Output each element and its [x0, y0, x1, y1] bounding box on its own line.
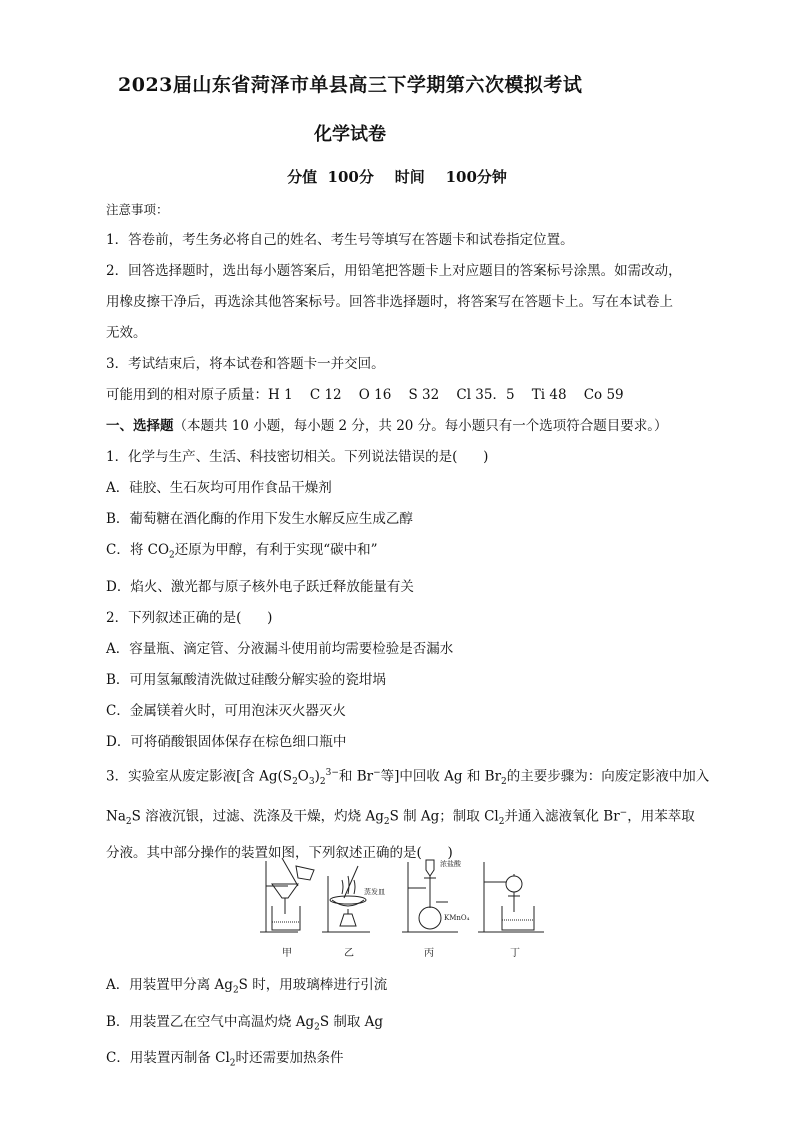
text-run: )	[314, 768, 320, 785]
option-c	[106, 535, 706, 572]
label-yi: 乙	[344, 948, 354, 959]
apparatus-jia	[260, 858, 314, 932]
note-item: 用橡皮擦干净后，再选涂其他答案标号。回答非选择题时，将答案写在答题卡上。写在本试卷上	[106, 294, 673, 310]
atomic-mass: 可能用到的相对原子质量：H 1 C 12 O 16 S 32 Cl 35．5 Ti 48 Co 59	[106, 387, 624, 403]
apparatus-yi	[322, 866, 385, 932]
option-b: B．葡萄糖在酒化酶的作用下发生水解反应生成乙醇	[106, 511, 413, 527]
subscript: 2	[498, 817, 505, 828]
text-run: ，用苯萃取	[627, 808, 695, 825]
option-a	[106, 970, 706, 1007]
question-stem	[106, 758, 710, 798]
superscript: 3−	[325, 767, 339, 778]
label-bing: 丙	[424, 948, 434, 959]
exam-meta: 分值 100分 时间 100分钟	[287, 168, 507, 186]
apparatus-bing	[402, 859, 470, 932]
question-stem: 分液。其中部分操作的装置如图，下列叙述正确的是( )	[106, 845, 453, 862]
option-d: D．可将硝酸银固体保存在棕色细口瓶中	[106, 733, 347, 750]
text-run: 和 Br	[338, 768, 374, 785]
text-run: C．用装置丙制备 Cl	[106, 1050, 230, 1067]
text-run: C．将 CO	[106, 542, 170, 558]
text-run: S 时，用玻璃棒进行引流	[238, 977, 388, 993]
option-d: D．焰火、激光都与原子核外电子跃迁释放能量有关	[106, 578, 414, 595]
text-run: S 制取 Ag	[319, 1013, 384, 1030]
label-kmno4: KMnO₄	[444, 914, 470, 922]
label-ding: 丁	[510, 948, 520, 959]
exam-body	[106, 194, 710, 869]
label-jia: 甲	[282, 948, 292, 959]
label-hcl: 浓盐酸	[440, 860, 461, 868]
text-run: A．用装置甲分离 Ag	[106, 977, 233, 993]
subscript: 2	[501, 776, 507, 787]
exam-body-continued	[106, 970, 706, 1080]
text-run: B．用装置乙在空气中高温灼烧 Ag	[106, 1013, 315, 1030]
subscript: 2	[232, 985, 239, 996]
text-run: 时还需要加热条件	[235, 1050, 344, 1067]
subscript: 2	[383, 817, 390, 828]
text-run: S 制 Ag；制取 Cl	[389, 808, 499, 825]
question-stem: 1．化学与生产、生活、科技密切相关。下列说法错误的是( )	[106, 449, 489, 465]
figure-labels	[258, 944, 548, 960]
exam-title: 2023届山东省菏泽市单县高三下学期第六次模拟考试	[118, 74, 583, 96]
text-run: 3．实验室从废定影液[含 Ag(S	[106, 768, 293, 785]
option-c: C．金属镁着火时，可用泡沫灭火器灭火	[106, 702, 346, 719]
text-run: S 溶液沉银，过滤、洗涤及干燥，灼烧 Ag	[131, 808, 384, 825]
notes-heading: 注意事项：	[106, 202, 169, 217]
question-stem	[106, 798, 706, 838]
option-b	[106, 1007, 706, 1044]
section-heading	[106, 411, 706, 442]
note-item: 无效。	[106, 325, 147, 341]
subscript: 2	[314, 1022, 320, 1033]
option-b: B．可用氢氟酸清洗做过硅酸分解实验的瓷坩埚	[106, 671, 386, 688]
section-desc: （本题共 10 小题，每小题 2 分，共 20 分。每小题只有一个选项符合题目要求。）	[173, 418, 668, 434]
subscript: 2	[319, 776, 326, 787]
note-item: 1．答卷前，考生务必将自己的姓名、考生号等填写在答题卡和试卷指定位置。	[106, 232, 574, 248]
superscript: −	[373, 767, 381, 778]
option-a: A．硅胶、生石灰均可用作食品干燥剂	[106, 480, 332, 496]
subtitle-text: 化学试卷	[314, 124, 386, 145]
superscript: −	[619, 807, 628, 818]
subscript: 3	[308, 776, 315, 787]
subscript: 2	[125, 817, 132, 828]
text-run: O	[297, 768, 309, 785]
text-run: 并通入滤液氧化 Br	[504, 808, 620, 825]
text-run: Na	[106, 808, 126, 825]
label-dish: 蒸发皿	[364, 888, 385, 896]
text-run: 等]中回收 Ag 和 Br	[380, 768, 502, 785]
option-c	[106, 1043, 706, 1080]
text-run: 还原为甲醇，有利于实现“碳中和”	[174, 542, 378, 558]
question-stem: 2．下列叙述正确的是( )	[106, 609, 273, 626]
note-item: 3．考试结束后，将本试卷和答题卡一并交回。	[106, 356, 385, 372]
subscript: 2	[229, 1059, 236, 1070]
option-a: A．容量瓶、滴定管、分液漏斗使用前均需要检验是否漏水	[106, 640, 454, 657]
subscript: 2	[169, 550, 175, 561]
apparatus-figure	[258, 856, 548, 938]
section-label: 一、选择题	[106, 418, 174, 434]
text-run: 的主要步骤为：向废定影液中加入	[506, 768, 710, 785]
exam-subtitle	[0, 120, 700, 146]
subscript: 2	[292, 776, 298, 787]
note-item: 2．回答选择题时，选出每小题答案后，用铅笔把答题卡上对应题目的答案标号涂黑。如需改动，	[106, 263, 682, 279]
apparatus-ding	[478, 862, 544, 932]
